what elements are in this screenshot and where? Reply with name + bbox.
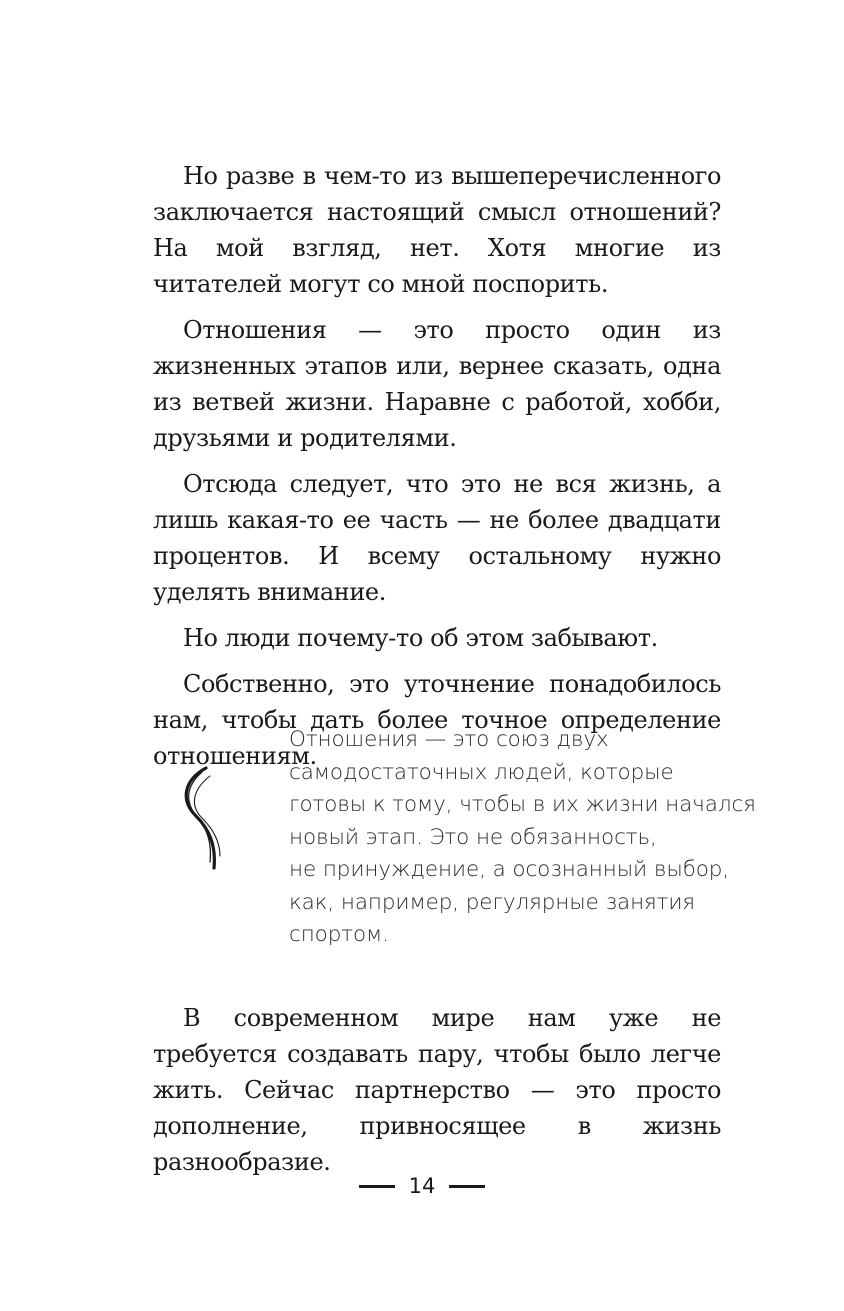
page-number: 14 xyxy=(408,1174,436,1198)
quote-line: Отношения — это союз двух xyxy=(289,727,609,752)
quote-line: новый этап. Это не обязанность, xyxy=(289,824,657,850)
paragraph-3: Отсюда следует, что это не вся жизнь, а лишь какая-то ее часть — не более двадцати процентов. И всему остальному нужно уделять внимание. xyxy=(153,470,721,606)
swirl-ornament-icon xyxy=(176,766,228,870)
quote-line: спортом. xyxy=(289,922,389,947)
footer-dash-left xyxy=(359,1185,395,1188)
body-text-bottom xyxy=(153,1000,721,1190)
body-text-top xyxy=(153,158,721,784)
quote-line: не принуждение, а осознанный выбор, xyxy=(289,857,730,882)
paragraph-6: В современном мире нам уже не требуется создавать пару, чтобы было легче жить. Сейчас партнерство — это просто дополнение, привносящее в жизнь разнообразие. xyxy=(153,1004,721,1176)
paragraph-4: Но люди почему-то об этом забывают. xyxy=(183,624,658,652)
paragraph-5: Собственно, это уточнение понадобилось нам, чтобы дать более точное определение отношениям. xyxy=(153,670,721,770)
quote-line: готовы к тому, чтобы в их жизни начался xyxy=(289,792,756,817)
footer-dash-right xyxy=(449,1185,485,1188)
quote-line: самодостаточных людей, которые xyxy=(289,759,674,785)
quote-line: как, например, регулярные занятия xyxy=(289,889,696,915)
paragraph-1: Но разве в чем-то из вышеперечисленного заключается настоящий смысл отношений? На мой взгляд, нет. Хотя многие из читателей могут со мной поспорить. xyxy=(153,162,721,298)
page-footer xyxy=(0,1170,844,1202)
pull-quote xyxy=(289,724,756,952)
paragraph-2: Отношения — это просто один из жизненных этапов или, вернее сказать, одна из ветвей жизни. Наравне с работой, хобби, друзьями и родителями. xyxy=(153,316,721,452)
